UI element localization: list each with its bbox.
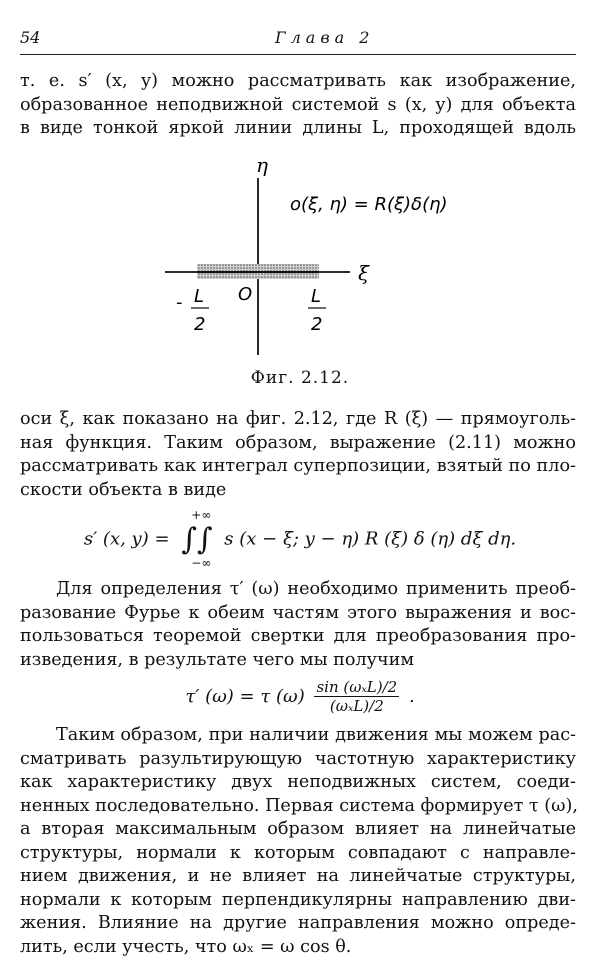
left-tick-numerator: L [194, 286, 205, 307]
text-line: рассматривать как интеграл суперпозиции, взятый по пло- [20, 456, 576, 476]
object-formula-label: o(ξ, η) = R(ξ)δ(η) [290, 194, 448, 215]
text-line: нормали к которым перпендикулярны направлению дви- [20, 889, 576, 910]
formula2-lhs: τ′ (ω) = τ (ω) [185, 686, 305, 707]
text-line: ная функция. Таким образом, выражение (2.11) можно [20, 432, 576, 453]
left-tick-denominator: 2 [194, 314, 206, 335]
xi-axis-label: ξ [358, 261, 370, 285]
text-line: как характеристику двух неподвижных систем, соеди- [20, 772, 576, 792]
figure-caption: Фиг. 2.12. [250, 368, 350, 388]
text-line: в виде тонкой яркой линии длины L, проходящей вдоль [20, 118, 576, 138]
text-line: сматривать разультирующую частотную характеристику [20, 748, 576, 769]
text-line: изведения, в результате чего мы получим [20, 649, 415, 670]
formula-lhs: s′ (x, y) = [83, 528, 170, 550]
paragraph-fourier [20, 578, 576, 672]
text-line: образованное неподвижной системой s (x, y) для объекта [20, 94, 576, 115]
figure-2-12 [0, 150, 600, 390]
upper-limit: +∞ [191, 508, 212, 522]
text-line: жения. Влияние на другие направления можно опреде- [20, 913, 576, 933]
paragraph-superposition [20, 408, 576, 502]
text-line: нием движения, и не влияет на линейчатые структуры, [20, 866, 576, 886]
page-header [20, 28, 576, 55]
text-line: структуры, нормали к которым совпадают с направле- [20, 842, 576, 863]
double-integral-sign: ∫∫ [181, 522, 213, 557]
origin-label: O [238, 284, 253, 305]
chapter-title: Глава 2 [275, 28, 375, 47]
fraction-denominator: (ωₓL)/2 [329, 697, 384, 715]
text-line: пользоваться теоремой свертки для преобразования про- [20, 626, 576, 646]
text-line: скости объекта в виде [20, 479, 227, 500]
formula-transfer-function [0, 678, 600, 715]
text-line: Таким образом, при наличии движения мы можем рас- [56, 725, 576, 745]
eta-axis-label: η [256, 153, 268, 177]
lower-limit: −∞ [191, 556, 212, 570]
text-line: оси ξ, как показано на фиг. 2.12, где R (ξ) — прямоуголь- [20, 409, 576, 429]
text-line: т. е. s′ (x, y) можно рассматривать как изображение, [20, 71, 576, 91]
paragraph-conclusion [20, 724, 576, 959]
formula-rhs: s (x − ξ; y − η) R (ξ) δ (η) dξ dη. [224, 528, 517, 550]
formula2-end: . [408, 686, 415, 707]
right-tick-denominator: 2 [311, 314, 323, 335]
left-tick-sign: - [176, 292, 183, 313]
fraction-numerator: sin (ωₓL)/2 [316, 678, 398, 696]
text-line: Для определения τ′ (ω) необходимо применить преоб- [56, 579, 576, 599]
text-line: ненных последовательно. Первая система формирует τ (ω), [20, 795, 578, 816]
text-line: лить, если учесть, что ωₓ = ω cos θ. [20, 936, 352, 957]
text-line: разование Фурье к обеим частям этого выражения и вос- [20, 602, 576, 623]
right-tick-numerator: L [311, 286, 322, 307]
text-line: а вторая максимальным образом влияет на линейчатые [20, 819, 576, 839]
formula-superposition-integral [0, 508, 600, 570]
page-number: 54 [20, 28, 41, 47]
paragraph-intro [20, 70, 576, 141]
